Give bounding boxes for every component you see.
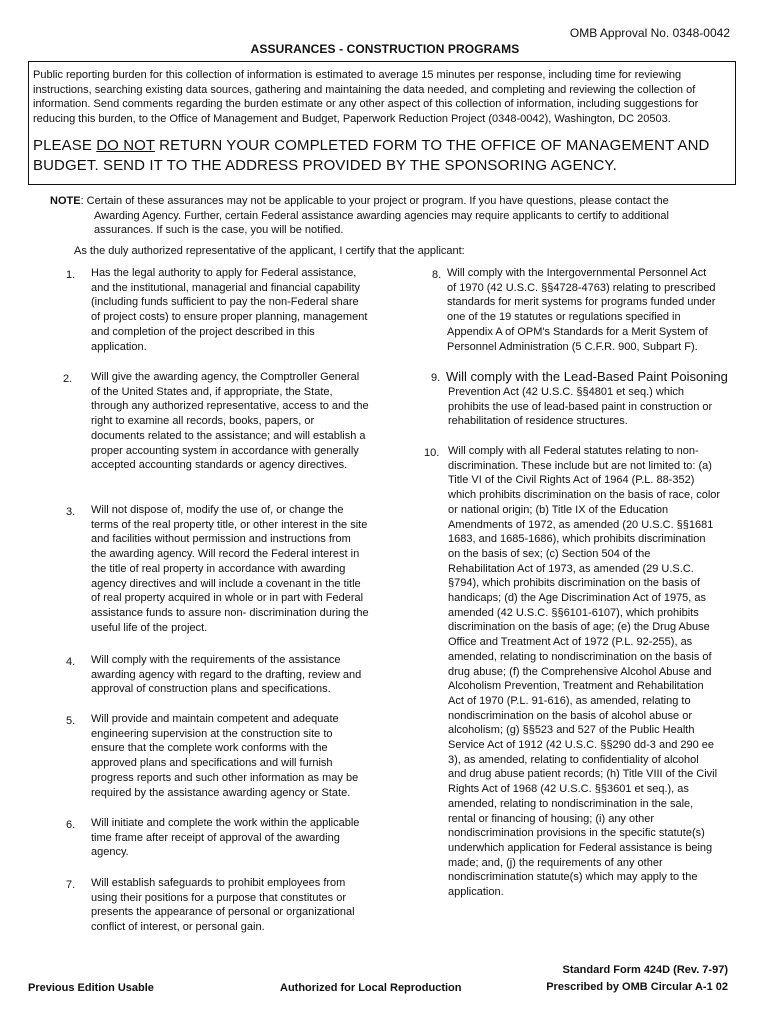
do-not-return-notice — [33, 136, 729, 176]
assurance-line: time frame after receipt of approval of the awarding — [91, 831, 340, 844]
assurance-number: 1. — [66, 269, 76, 281]
assurance-line: ensure that the complete work conforms with the — [91, 742, 328, 755]
form-title: ASSURANCES - CONSTRUCTION PROGRAMS — [250, 42, 520, 56]
assurance-line: Will comply with the Lead-Based Paint Poisoning — [446, 369, 728, 384]
assurance-line: Personnel Administration (5 C.F.R. 900, Subpart F). — [447, 340, 698, 353]
assurance-line: Act of 1970 (P.L. 91-616), as amended, relating to — [448, 694, 691, 707]
assurance-line: the awarding agency. Will record the Federal interest in — [91, 548, 360, 561]
assurance-number: 7. — [66, 879, 76, 891]
assurance-line: alcoholism; (g) §§523 and 527 of the Public Health — [448, 724, 695, 737]
note-block — [50, 194, 710, 238]
prescribed-by: Prescribed by OMB Circular A-1 02 — [546, 981, 728, 993]
assurance-line: the title of real property in accordance with awarding — [91, 562, 346, 575]
note-line-1: : Certain of these assurances may not be applicable to your project or program. If you have questions, please contact the — [80, 195, 669, 207]
assurance-line: rehabilitation of residence structures. — [448, 415, 628, 428]
assurance-line: agency directives and will include a covenant in the title — [91, 577, 361, 590]
assurance-line: proper accounting system in accordance with generally — [91, 444, 359, 457]
note-line-2: Awarding Agency. Further, certain Federal assistance awarding agencies may require applicants to certify to additional — [94, 209, 669, 222]
assurance-line: conflict of interest, or personal gain. — [91, 921, 265, 934]
omb-approval-number: OMB Approval No. 0348-0042 — [569, 26, 730, 40]
assurance-number: 8. — [432, 269, 442, 281]
assurance-line: Service Act of 1912 (42 U.S.C. §§290 dd-3 and 290 ee — [448, 739, 715, 752]
assurance-number: 2. — [63, 373, 73, 385]
assurance-line: application. — [448, 886, 504, 899]
assurance-line: assistance funds to assure non- discrimination during the — [91, 606, 369, 619]
assurance-line: Has the legal authority to apply for Federal assistance, — [91, 267, 357, 279]
assurance-line: §794), which prohibits discrimination on the basis of — [448, 577, 700, 590]
assurance-line: Will comply with the Intergovernmental Personnel Act — [447, 267, 707, 279]
assurance-line: discrimination. These include but are not limited to: (a) — [448, 459, 712, 472]
assurance-line: agency. — [91, 846, 129, 859]
assurance-line: standards for merit systems for programs funded under — [447, 296, 716, 309]
assurance-line: Title VI of the Civil Rights Act of 1964 (P.L. 88-352) — [448, 474, 695, 487]
assurance-line: documents related to the assistance; and will establish a — [91, 429, 366, 442]
assurance-line: Will give the awarding agency, the Comptroller General — [91, 371, 360, 383]
assurance-line: Alcoholism Prevention, Treatment and Rehabilitation — [448, 680, 704, 693]
please-line-2: BUDGET. SEND IT TO THE ADDRESS PROVIDED BY THE SPONSORING AGENCY. — [33, 157, 617, 175]
previous-edition-note: Previous Edition Usable — [28, 982, 154, 994]
assurance-line: Amendments of 1972, as amended (20 U.S.C. §§1681 — [448, 518, 714, 531]
assurance-line: and facilities without permission and instructions from — [91, 533, 351, 546]
assurance-line: of the United States and, if appropriate, the State, — [91, 385, 333, 398]
assurance-line: nondiscrimination on the basis of alcohol abuse or — [448, 709, 692, 722]
assurance-line: and the institutional, managerial and financial capability — [91, 281, 361, 294]
assurance-line: application. — [91, 340, 147, 353]
reproduction-note: Authorized for Local Reproduction — [280, 982, 462, 994]
burden-line: information. Send comments regarding the burden estimate or any other aspect of this collection of information, including suggestions for — [33, 98, 699, 111]
assurance-line: nondiscrimination statute(s) which may apply to the — [448, 871, 698, 884]
assurance-line: Prevention Act (42 U.S.C. §§4801 et seq.) which — [448, 386, 685, 398]
assurance-line: nondiscrimination provisions in the specific statute(s) — [448, 827, 705, 840]
assurance-line: underwhich application for Federal assistance is being — [448, 841, 713, 854]
assurance-line: handicaps; (d) the Age Discrimination Act of 1975, as — [448, 592, 707, 605]
assurance-line: progress reports and such other information as may be — [91, 771, 359, 784]
burden-line: Public reporting burden for this collection of information is estimated to average 15 minutes per response, including time for reviewing — [33, 69, 682, 81]
assurance-line: Will provide and maintain competent and adequate — [91, 713, 339, 725]
assurance-line: Will comply with the requirements of the assistance — [91, 654, 341, 666]
assurance-line: Will comply with all Federal statutes relating to non- — [448, 445, 699, 457]
note-line-3: assurances. If such is the case, you will be notified. — [94, 224, 344, 236]
assurance-line: through any authorized representative, access to and the — [91, 400, 369, 413]
assurance-line: right to examine all records, books, papers, or — [91, 415, 315, 428]
burden-line: instructions, searching existing data sources, gathering and maintaining the data needed, and completing and reviewing the collection of — [33, 83, 696, 96]
assurance-line: which prohibits discrimination on the basis of race, color — [448, 489, 721, 502]
assurance-line: 1683, and 1685-1686), which prohibits discrimination — [448, 533, 706, 546]
assurance-line: Will initiate and complete the work within the applicable — [91, 817, 360, 829]
assurance-line: of project costs) to ensure proper planning, management — [91, 311, 368, 324]
assurance-number: 4. — [66, 656, 76, 668]
standard-form-number: Standard Form 424D (Rev. 7-97) — [562, 964, 728, 976]
assurance-line: Rehabilitation Act of 1973, as amended (29 U.S.C. — [448, 562, 694, 575]
assurance-line: terms of the real property title, or other interest in the site — [91, 518, 368, 531]
assurance-line: engineering supervision at the construction site to — [91, 727, 333, 740]
assurance-line: Will establish safeguards to prohibit employees from — [91, 877, 346, 889]
assurance-line: made; and, (j) the requirements of any other — [448, 856, 663, 869]
assurance-line: Will not dispose of, modify the use of, or change the — [91, 504, 344, 516]
assurance-line: (including funds sufficient to pay the non-Federal share — [91, 296, 359, 309]
assurance-line: of 1970 (42 U.S.C. §§4728-4763) relating to prescribed — [447, 281, 716, 294]
assurance-line: 3), as amended, relating to confidentiality of alcohol — [448, 753, 699, 766]
assurance-line: prohibits the use of lead-based paint in construction or — [448, 400, 713, 413]
assurance-line: Rights Act of 1968 (42 U.S.C. §§3601 et seq.), as — [448, 783, 689, 796]
assurance-line: accepted accounting standards or agency directives. — [91, 459, 348, 472]
burden-statement-box — [28, 61, 736, 185]
assurance-line: useful life of the project. — [91, 621, 208, 634]
assurance-line: one of the 19 statutes or regulations specified in — [447, 311, 681, 324]
burden-line: reducing this burden, to the Office of Management and Budget, Paperwork Reduction Project (0348-0042), Washington, DC 20503. — [33, 112, 671, 125]
assurance-line: rental or financing of housing; (i) any other — [448, 812, 655, 825]
assurance-line: amended, relating to nondiscrimination in the sale, — [448, 797, 694, 810]
assurance-line: on the basis of sex; (c) Section 504 of the — [448, 547, 651, 560]
assurance-line: using their positions for a purpose that constitutes or — [91, 891, 346, 904]
assurance-number: 6. — [66, 819, 76, 831]
assurance-line: approval of construction plans and specifications. — [91, 683, 331, 696]
assurance-line: or national origin; (b) Title IX of the Education — [448, 503, 669, 516]
please-prefix: PLEASE — [33, 137, 97, 155]
assurance-line: of real property acquired in whole or in part with Federal — [91, 592, 364, 605]
certification-statement: As the duly authorized representative of the applicant, I certify that the applicant: — [74, 245, 465, 257]
burden-statement — [33, 68, 729, 126]
assurance-line: presents the appearance of personal or organizational — [91, 906, 355, 919]
assurance-line: and completion of the project described in this — [91, 325, 315, 338]
assurance-line: discrimination on the basis of age; (e) the Drug Abuse — [448, 621, 710, 634]
assurance-line: awarding agency with regard to the drafting, review and — [91, 668, 362, 681]
do-not-emphasis: DO NOT — [96, 137, 155, 155]
assurance-number: 5. — [66, 715, 76, 727]
assurance-line: required by the assistance awarding agency or State. — [91, 786, 351, 799]
assurance-line: amended, relating to nondiscrimination on the basis of — [448, 650, 712, 663]
assurance-number: 10. — [424, 447, 440, 459]
assurance-line: approved plans and specifications and will furnish — [91, 757, 333, 770]
assurance-number: 9. — [431, 372, 441, 384]
assurance-line: amended (42 U.S.C. §§6101-6107), which prohibits — [448, 606, 699, 619]
assurance-line: drug abuse; (f) the Comprehensive Alcohol Abuse and — [448, 665, 712, 678]
note-label: NOTE — [50, 195, 81, 207]
assurance-number: 3. — [66, 506, 76, 518]
assurance-line: Office and Treatment Act of 1972 (P.L. 92-255), as — [448, 636, 693, 649]
please-rest: RETURN YOUR COMPLETED FORM TO THE OFFICE OF MANAGEMENT AND — [154, 137, 710, 155]
assurance-line: and drug abuse patient records; (h) Title VIII of the Civil — [448, 768, 718, 781]
assurance-line: Appendix A of OPM's Standards for a Merit System of — [447, 325, 708, 338]
